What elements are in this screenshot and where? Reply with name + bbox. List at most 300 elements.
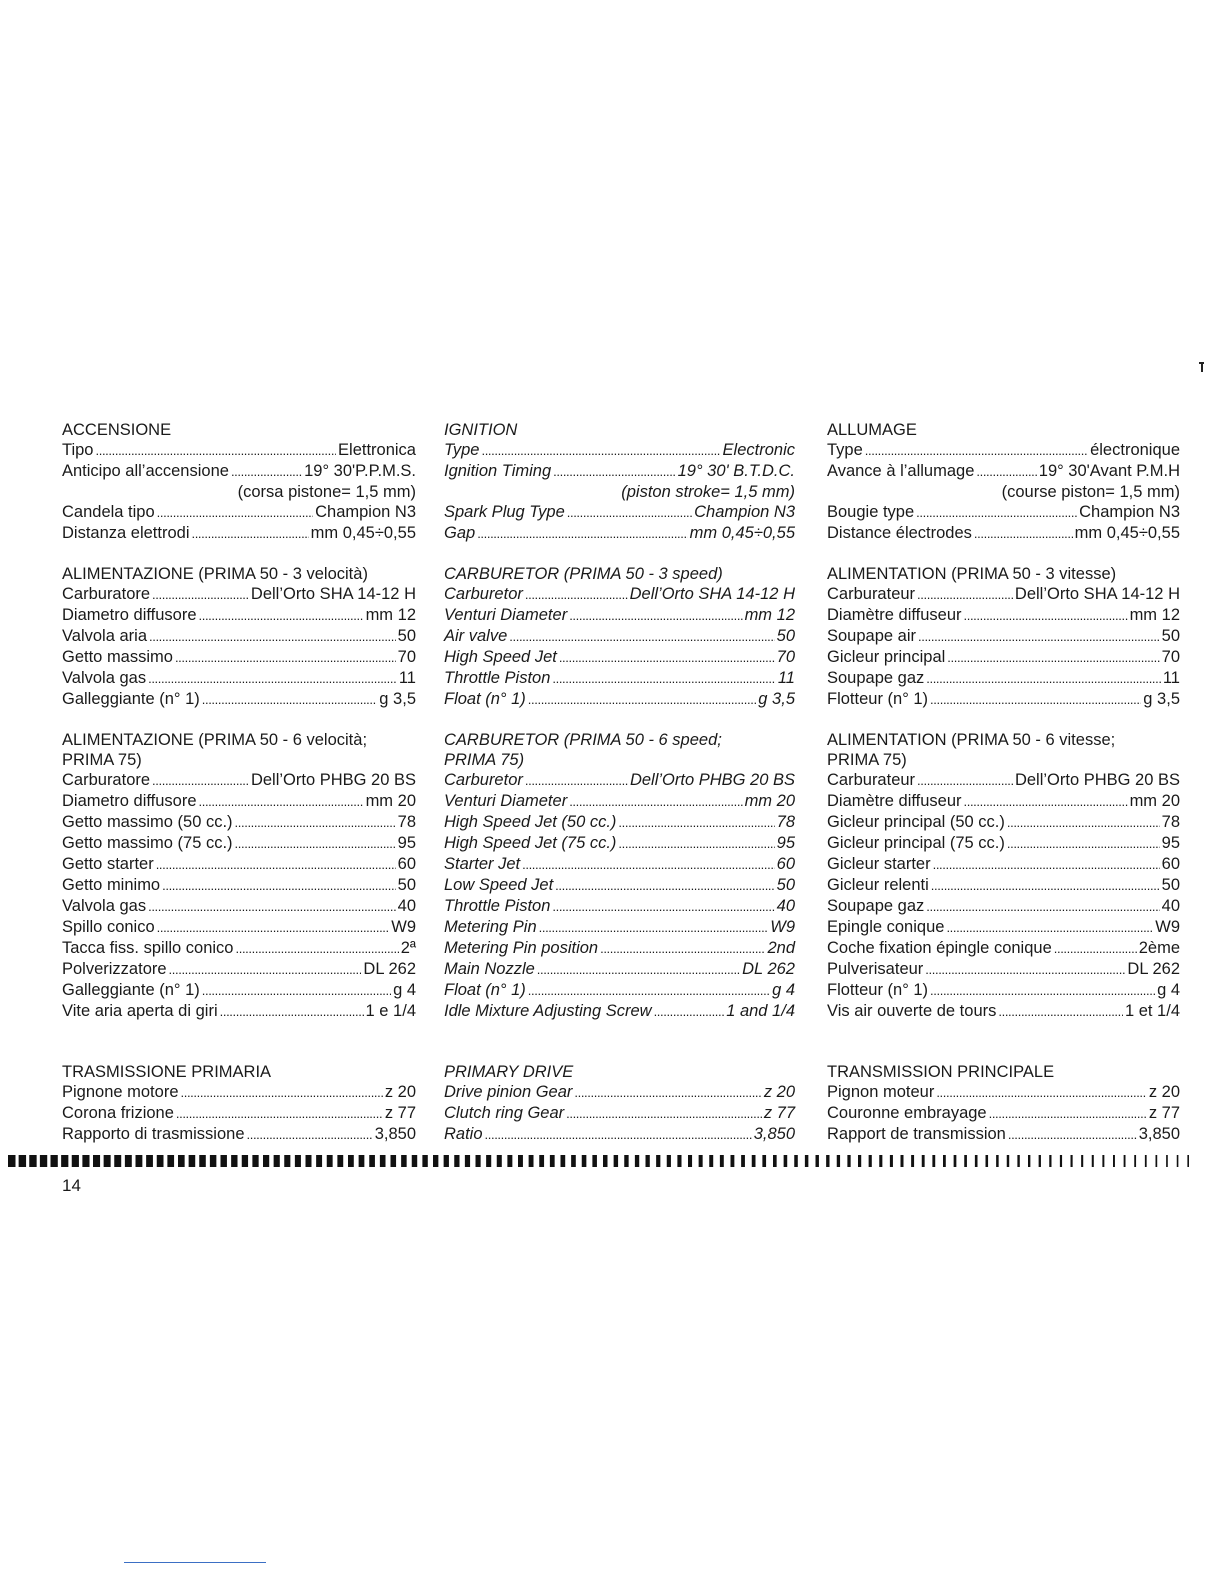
section-title: CARBURETOR (PRIMA 50 - 6 speed; PRIMA 75) (444, 731, 722, 769)
spec-label: Galleggiante (n° 1) (62, 690, 200, 708)
spec-value: mm 0,45÷0,55 (689, 524, 795, 542)
bar-segment (731, 1155, 735, 1167)
bar-segment (1028, 1155, 1030, 1167)
spec-section (62, 564, 416, 710)
leader-dots (933, 854, 1160, 875)
spec-section (444, 420, 795, 544)
leader-dots (1007, 812, 1160, 833)
bar-segment (284, 1155, 290, 1167)
spec-row (62, 896, 416, 917)
leader-dots (525, 584, 628, 605)
bar-segment (29, 1155, 36, 1167)
spec-value: DL 262 (742, 960, 795, 978)
spec-value: Elettronica (338, 441, 416, 459)
leader-dots (181, 1082, 383, 1103)
column-italian (62, 420, 416, 1165)
bar-segment (507, 1155, 512, 1167)
leader-dots (235, 833, 396, 854)
spec-value: 40 (1161, 897, 1180, 915)
spec-value: 95 (776, 834, 795, 852)
bar-segment (1134, 1155, 1136, 1167)
spec-row (444, 770, 795, 791)
spec-label: Gap (444, 524, 476, 542)
bar-segment (1187, 1155, 1189, 1167)
bar-segment (199, 1155, 206, 1167)
spec-label: Corona frizione (62, 1104, 174, 1122)
bar-segment (433, 1155, 438, 1167)
bar-segment (646, 1155, 650, 1167)
spec-value: 50 (397, 627, 416, 645)
spec-value: g 4 (772, 981, 795, 999)
spec-row (827, 440, 1180, 461)
spec-row (62, 440, 416, 461)
bar-segment (571, 1155, 576, 1167)
spec-value: DL 262 (363, 960, 416, 978)
spec-row (827, 812, 1180, 833)
bar-segment (784, 1155, 788, 1167)
bar-segment (252, 1155, 258, 1167)
bar-segment (82, 1155, 89, 1167)
spec-value: W9 (1155, 918, 1180, 936)
leader-dots (567, 502, 692, 523)
leader-dots (247, 1124, 373, 1145)
bar-segment (295, 1155, 301, 1167)
spec-label: Soupape gaz (827, 897, 925, 915)
bar-segment (603, 1155, 608, 1167)
spec-label: Float (n° 1) (444, 981, 526, 999)
bar-segment (943, 1155, 946, 1167)
leader-dots (917, 584, 1013, 605)
spec-row (62, 938, 416, 959)
bar-segment (1039, 1155, 1041, 1167)
spec-value: 78 (776, 813, 795, 831)
bar-segment (752, 1155, 756, 1167)
spec-value: 1 and 1/4 (726, 1002, 795, 1020)
bar-segment (136, 1155, 143, 1167)
spec-row (827, 584, 1180, 605)
bar-segment (189, 1155, 196, 1167)
spec-label: Spark Plug Type (444, 503, 565, 521)
leader-dots (569, 605, 742, 626)
spec-value: 95 (1161, 834, 1180, 852)
spec-row (444, 1124, 795, 1145)
spec-row (827, 791, 1180, 812)
spec-row (444, 1082, 795, 1103)
spec-value: 78 (1161, 813, 1180, 831)
spec-row (62, 1124, 416, 1145)
bar-segment (412, 1155, 417, 1167)
leader-dots (946, 917, 1153, 938)
spec-section (62, 1062, 416, 1145)
spec-label: Epingle conique (827, 918, 945, 936)
spec-value: 2ª (400, 939, 416, 957)
spec-row (827, 833, 1180, 854)
spec-label: Valvola aria (62, 627, 147, 645)
leader-dots (235, 812, 396, 833)
leader-dots (528, 980, 770, 1001)
spec-section (827, 420, 1180, 544)
leader-dots (148, 896, 396, 917)
leader-dots (199, 791, 364, 812)
leader-dots (936, 1082, 1146, 1103)
spec-value: 40 (776, 897, 795, 915)
bar-segment (741, 1155, 745, 1167)
spec-label: Getto starter (62, 855, 154, 873)
section-title: ALLUMAGE (827, 421, 917, 439)
spec-section (444, 1062, 795, 1145)
leader-dots (149, 626, 396, 647)
spec-value: 50 (1161, 876, 1180, 894)
spec-value: Dell’Orto SHA 14-12 H (1014, 585, 1180, 603)
spec-row (827, 938, 1180, 959)
bar-segment (19, 1155, 26, 1167)
spec-value: g 3,5 (1143, 690, 1180, 708)
bar-segment (1017, 1155, 1019, 1167)
bar-segment (1060, 1155, 1062, 1167)
spec-value: mm 0,45÷0,55 (1074, 524, 1180, 542)
spec-row (444, 1103, 795, 1124)
spec-label: Getto minimo (62, 876, 161, 894)
leader-dots (199, 605, 364, 626)
spec-value: 3,850 (1138, 1125, 1180, 1143)
spec-label: Tipo (62, 441, 94, 459)
corner-crop-mark (1201, 362, 1203, 372)
bar-segment (1156, 1155, 1158, 1167)
bar-segment (582, 1155, 587, 1167)
leader-dots (231, 461, 302, 482)
spec-section (444, 730, 795, 1022)
spec-row (62, 689, 416, 710)
spec-value: z 20 (1148, 1083, 1180, 1101)
spec-label: Type (444, 441, 480, 459)
spec-value: 19° 30'P.P.M.S. (304, 462, 416, 480)
leader-dots (528, 689, 757, 710)
bar-segment (1124, 1155, 1126, 1167)
spec-label: Flotteur (n° 1) (827, 690, 929, 708)
column-french (827, 420, 1180, 1165)
bar-segment (1145, 1155, 1147, 1167)
spec-row (62, 461, 416, 482)
bar-segment (975, 1155, 978, 1167)
spec-row (62, 605, 416, 626)
spec-label: Soupape air (827, 627, 916, 645)
spec-row (444, 626, 795, 647)
leader-dots (537, 959, 740, 980)
bar-segment (391, 1155, 397, 1167)
spec-label: Clutch ring Gear (444, 1104, 565, 1122)
spec-label: Valvola gas (62, 669, 147, 687)
spec-label: Spillo conico (62, 918, 155, 936)
section-title: ACCENSIONE (62, 421, 172, 439)
spec-section (62, 730, 416, 1022)
spec-row (62, 647, 416, 668)
spec-value: 19° 30' B.T.D.C. (677, 462, 795, 480)
spec-row (827, 523, 1180, 544)
spec-label: Pulverisateur (827, 960, 924, 978)
leader-dots (918, 626, 1160, 647)
spec-value: 40 (397, 897, 416, 915)
section-title: ALIMENTAZIONE (PRIMA 50 - 6 velocità; PRIMA 75) (62, 731, 368, 769)
spec-value: 2ème (1138, 939, 1180, 957)
spec-row (444, 523, 795, 544)
spec-label: Idle Mixture Adjusting Screw (444, 1002, 652, 1020)
spec-label: Diametro diffusore (62, 792, 197, 810)
leader-dots (600, 938, 765, 959)
bar-segment (794, 1155, 798, 1167)
leader-dots (930, 689, 1141, 710)
page-number: 14 (62, 1176, 81, 1195)
spec-label: Getto massimo (62, 648, 173, 666)
bar-segment (858, 1155, 861, 1167)
spec-value: Dell’Orto PHBG 20 BS (250, 771, 416, 789)
spec-label: Coche fixation épingle conique (827, 939, 1052, 957)
spec-row (827, 980, 1180, 1001)
spec-row (62, 1001, 416, 1022)
spec-value: Electronic (722, 441, 795, 459)
leader-dots (96, 440, 337, 461)
spec-section (827, 1062, 1180, 1145)
spec-row (444, 917, 795, 938)
leader-dots (191, 523, 308, 544)
spec-row (827, 647, 1180, 668)
bar-segment (1049, 1155, 1051, 1167)
spec-value: g 4 (1157, 981, 1180, 999)
spec-value: 11 (1162, 669, 1180, 687)
spec-label: Ratio (444, 1125, 483, 1143)
spec-row (62, 959, 416, 980)
spec-row (62, 812, 416, 833)
spec-value: DL 262 (1127, 960, 1180, 978)
spec-label: Rapport de transmission (827, 1125, 1006, 1143)
leader-dots (157, 917, 390, 938)
bar-segment (1092, 1155, 1094, 1167)
bar-segment (369, 1155, 375, 1167)
bar-segment (178, 1155, 185, 1167)
spec-value: mm 12 (365, 606, 416, 624)
spec-label: Valvola gas (62, 897, 147, 915)
bar-segment (316, 1155, 322, 1167)
spec-label: Tacca fiss. spillo conico (62, 939, 234, 957)
bar-segment (709, 1155, 713, 1167)
spec-label: Diamètre diffuseur (827, 792, 962, 810)
spec-row (444, 812, 795, 833)
spec-label: Gicleur principal (50 cc.) (827, 813, 1005, 831)
bar-segment (624, 1155, 628, 1167)
spec-value: 50 (776, 876, 795, 894)
bar-segment (1113, 1155, 1115, 1167)
bar-segment (805, 1155, 808, 1167)
section-title: ALIMENTATION (PRIMA 50 - 3 vitesse) (827, 565, 1117, 583)
bar-segment (274, 1155, 280, 1167)
leader-dots (152, 770, 249, 791)
spec-value: Dell’Orto SHA 14-12 H (629, 585, 795, 603)
spec-label: Venturi Diameter (444, 792, 568, 810)
spec-label: Pignone motore (62, 1083, 179, 1101)
spec-label: Getto massimo (75 cc.) (62, 834, 233, 852)
bar-segment (869, 1155, 872, 1167)
bar-segment (837, 1155, 840, 1167)
bar-segment (699, 1155, 703, 1167)
bar-segment (486, 1155, 491, 1167)
section-title: TRASMISSIONE PRIMARIA (62, 1063, 272, 1081)
bar-segment (125, 1155, 132, 1167)
leader-dots (926, 668, 1161, 689)
spec-label: Starter Jet (444, 855, 521, 873)
spec-label: High Speed Jet (75 cc.) (444, 834, 617, 852)
bar-segment (550, 1155, 555, 1167)
spec-row (827, 1001, 1180, 1022)
leader-dots (925, 959, 1125, 980)
bar-segment (51, 1155, 58, 1167)
spec-value: g 3,5 (379, 690, 416, 708)
bar-segment (1081, 1155, 1083, 1167)
bar-segment (306, 1155, 312, 1167)
leader-dots (162, 875, 396, 896)
section-title: PRIMARY DRIVE (444, 1063, 574, 1081)
spec-row (62, 1103, 416, 1124)
spec-value: 19° 30'Avant P.M.H (1038, 462, 1180, 480)
bar-segment (167, 1155, 174, 1167)
spec-row (444, 668, 795, 689)
leader-dots (202, 980, 391, 1001)
leader-dots (555, 875, 774, 896)
bar-segment (816, 1155, 819, 1167)
spec-label: Polverizzatore (62, 960, 167, 978)
leader-dots (236, 938, 399, 959)
leader-dots (574, 1082, 761, 1103)
bar-segment (104, 1155, 111, 1167)
spec-value: Champion N3 (694, 503, 795, 521)
spec-label: Avance à l’allumage (827, 462, 975, 480)
spec-value: 11 (777, 669, 795, 687)
bar-segment (826, 1155, 829, 1167)
spec-value: 50 (1161, 627, 1180, 645)
spec-value: 50 (397, 876, 416, 894)
bar-segment (1071, 1155, 1073, 1167)
spec-row (62, 626, 416, 647)
spec-label: Anticipo all’accensione (62, 462, 229, 480)
bar-segment (901, 1155, 904, 1167)
bar-segment (476, 1155, 481, 1167)
bar-segment (720, 1155, 724, 1167)
spec-section (827, 730, 1180, 1022)
bar-segment (231, 1155, 237, 1167)
leader-dots (926, 896, 1159, 917)
leader-dots (964, 605, 1128, 626)
bar-segment (146, 1155, 153, 1167)
leader-dots (485, 1124, 752, 1145)
spec-value: Dell’Orto SHA 14-12 H (250, 585, 416, 603)
bar-segment (890, 1155, 893, 1167)
spec-value: 70 (397, 648, 416, 666)
spec-value: Dell’Orto PHBG 20 BS (629, 771, 795, 789)
spec-label: Pignon moteur (827, 1083, 935, 1101)
spec-value: Champion N3 (315, 503, 416, 521)
spec-label: Metering Pin (444, 918, 537, 936)
spec-row (827, 1082, 1180, 1103)
leader-dots (552, 668, 775, 689)
bar-segment (879, 1155, 882, 1167)
leader-dots (989, 1103, 1147, 1124)
spec-row (827, 626, 1180, 647)
spec-value: z 77 (1148, 1104, 1180, 1122)
spec-label: Throttle Piston (444, 897, 551, 915)
spec-note: (piston stroke= 1,5 mm) (621, 483, 795, 501)
bar-segment (497, 1155, 502, 1167)
spec-row (444, 502, 795, 523)
spec-value: 2nd (767, 939, 795, 957)
spec-row (827, 668, 1180, 689)
leader-dots (916, 502, 1077, 523)
spec-section (444, 564, 795, 710)
leader-dots (157, 502, 313, 523)
bar-segment (422, 1155, 427, 1167)
spec-row (827, 605, 1180, 626)
bar-segment (688, 1155, 692, 1167)
leader-dots (566, 1103, 762, 1124)
spec-label: Ignition Timing (444, 462, 552, 480)
bar-segment (93, 1155, 100, 1167)
bar-segment (242, 1155, 248, 1167)
bar-segment (465, 1155, 470, 1167)
bar-segment (72, 1155, 79, 1167)
spec-label: High Speed Jet (444, 648, 557, 666)
spec-label: Getto massimo (50 cc.) (62, 813, 233, 831)
leader-dots (559, 647, 775, 668)
spec-label: Candela tipo (62, 503, 155, 521)
leader-dots (1008, 1124, 1137, 1145)
spec-row (62, 791, 416, 812)
spec-value: mm 12 (744, 606, 795, 624)
leader-dots (1007, 833, 1160, 854)
spec-label: Gicleur principal (827, 648, 946, 666)
spec-row (62, 917, 416, 938)
spec-value: 3,850 (753, 1125, 795, 1143)
leader-dots (1054, 938, 1137, 959)
spec-row (444, 461, 795, 482)
bar-segment (401, 1155, 407, 1167)
bar-segment (114, 1155, 121, 1167)
bar-segment (932, 1155, 935, 1167)
spec-label: Carburateur (827, 585, 916, 603)
spec-label: Air valve (444, 627, 508, 645)
leader-dots (974, 523, 1073, 544)
bar-segment (40, 1155, 47, 1167)
leader-dots (552, 896, 774, 917)
spec-value: mm 20 (1129, 792, 1180, 810)
spec-value: mm 0,45÷0,55 (310, 524, 416, 542)
decorative-bar-strip (8, 1155, 1198, 1167)
spec-row (444, 647, 795, 668)
bar-segment (380, 1155, 386, 1167)
leader-dots (220, 1001, 364, 1022)
column-english (444, 420, 795, 1165)
leader-dots (156, 854, 396, 875)
spec-row (444, 875, 795, 896)
spec-label: Metering Pin position (444, 939, 599, 957)
leader-dots (176, 1103, 383, 1124)
spec-label: Distance électrodes (827, 524, 972, 542)
spec-value: W9 (391, 918, 416, 936)
spec-row (62, 1082, 416, 1103)
spec-value: mm 20 (365, 792, 416, 810)
bar-segment (1166, 1155, 1168, 1167)
spec-row (444, 938, 795, 959)
bar-segment (614, 1155, 618, 1167)
leader-dots (525, 770, 628, 791)
spec-value: g 3,5 (758, 690, 795, 708)
spec-value: 78 (397, 813, 416, 831)
